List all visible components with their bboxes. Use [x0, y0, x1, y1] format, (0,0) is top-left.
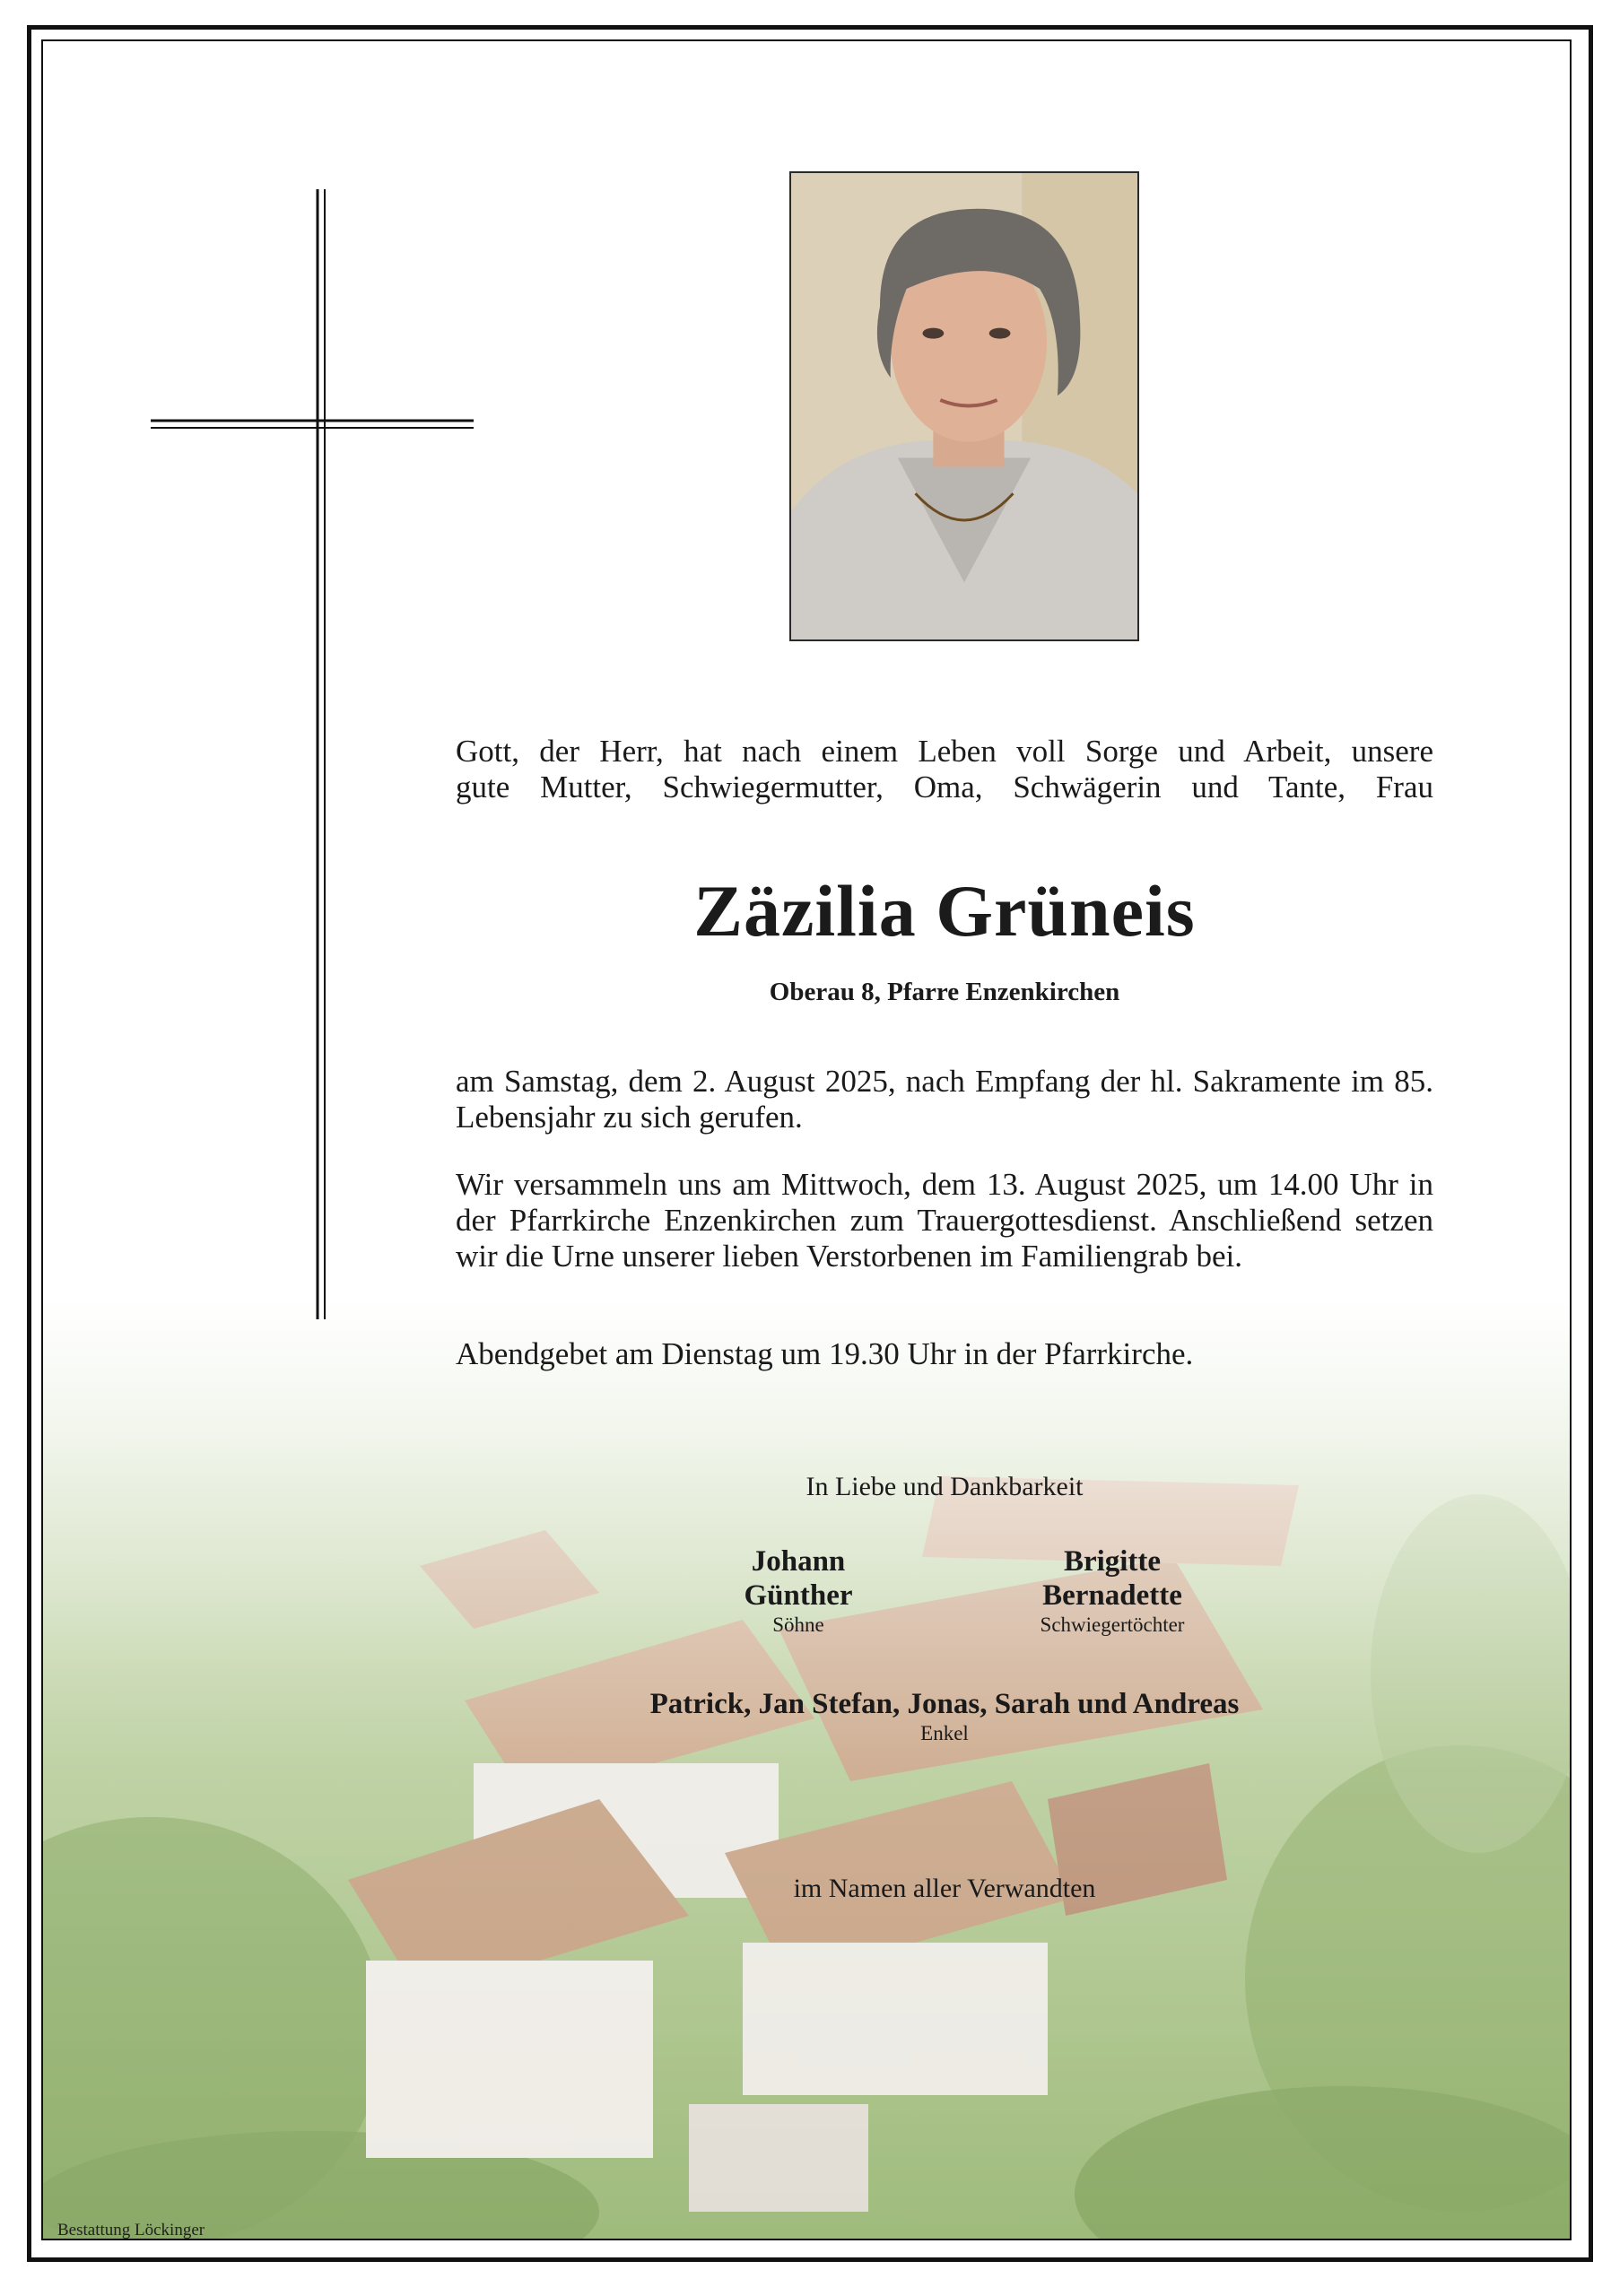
son-name-2: Günther: [744, 1579, 853, 1612]
grandchildren-names: Patrick, Jan Stefan, Jonas, Sarah und Andreas: [649, 1688, 1240, 1720]
grandchildren-block: [456, 1686, 1433, 1745]
funeral-details: Wir versammeln uns am Mittwoch, dem 13. August 2025, um 14.00 Uhr in der Pfarrkirche Enzenkirchen zum Trauergottesdienst. Anschließend setzen wir die Urne unserer lieben Verstorbenen im Familiengrab bei.: [456, 1167, 1433, 1274]
inner-frame: [41, 39, 1572, 2240]
undertaker-credit: Bestattung Löckinger: [57, 2221, 205, 2239]
daughters-in-law-relation: Schwiegertöchter: [1040, 1613, 1185, 1636]
thanks-line: In Liebe und Dankbarkeit: [806, 1472, 1084, 1501]
daughter-in-law-name-1: Brigitte: [1063, 1545, 1162, 1578]
relatives-line: im Namen aller Verwandten: [793, 1874, 1096, 1903]
portrait-photo: [789, 171, 1139, 641]
intro-line-2: gute Mutter, Schwiegermutter, Oma, Schwägerin und Tante, Frau: [456, 770, 1433, 804]
death-statement: am Samstag, dem 2. August 2025, nach Empfang der hl. Sakramente im 85. Lebensjahr zu sich gerufen.: [456, 1064, 1433, 1135]
farm-landscape-image: [43, 1297, 1570, 2239]
sons-relation: Söhne: [772, 1613, 824, 1636]
son-name-1: Johann: [751, 1545, 846, 1578]
intro-text: [456, 734, 1433, 805]
grandchildren-relation: Enkel: [920, 1722, 969, 1744]
deceased-name: Zäzilia Grüneis: [693, 870, 1196, 952]
daughters-in-law-block: [951, 1544, 1274, 1638]
evening-prayer: Abendgebet am Dienstag um 19.30 Uhr in der Pfarrkirche.: [456, 1336, 1194, 1371]
deceased-address: Oberau 8, Pfarre Enzenkirchen: [769, 978, 1120, 1006]
intro-line-1: Gott, der Herr, hat nach einem Leben voll Sorge und Arbeit, unsere: [456, 734, 1433, 769]
daughter-in-law-name-2: Bernadette: [1042, 1579, 1182, 1612]
cross-icon: [151, 189, 474, 1319]
sons-block: [637, 1544, 960, 1638]
